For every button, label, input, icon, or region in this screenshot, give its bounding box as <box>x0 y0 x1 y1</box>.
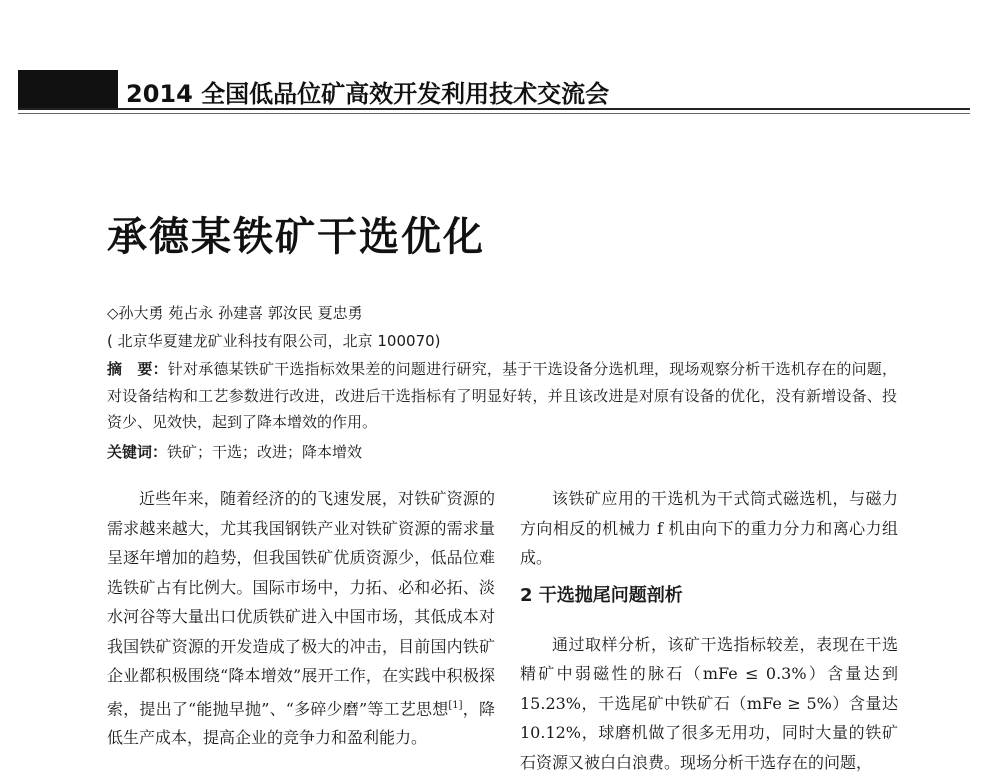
header-rule <box>18 108 970 110</box>
keywords <box>107 441 362 462</box>
intro-text: 近些年来，随着经济的的飞速发展，对铁矿资源的需求越来越大，尤其我国钢铁产业对铁矿资源的需求量呈逐年增加的趋势，但我国铁矿优质资源少，低品位难选铁矿占有比例大。国际市场中，力拓、必和必拓、淡水河谷等大量出口优质铁矿进入中国市场，其低成本对我国铁矿资源的开发造成了极大的冲击，目前国内铁矿企业都积极围绕“降本增效”展开工作，在实践中积极探索，提出了“能抛早抛”、“多碎少磨”等工艺思想 <box>107 489 495 718</box>
paragraph-machine: 该铁矿应用的干选机为干式筒式磁选机，与磁力方向相反的机械力 f 机由向下的重力分力和离心力组成。 <box>520 484 898 573</box>
body-column-right <box>520 484 898 777</box>
keywords-label: 关键词： <box>107 443 167 461</box>
header-black-block <box>18 70 118 108</box>
abstract-label: 摘 要： <box>107 360 168 378</box>
conference-title: 2014 全国低品位矿高效开发利用技术交流会 <box>126 74 609 109</box>
header-rule-thin <box>18 113 970 114</box>
paragraph-introduction <box>107 484 495 753</box>
reference-1: [1] <box>448 700 462 711</box>
affiliation: ( 北京华夏建龙矿业科技有限公司，北京 100070) <box>107 330 441 351</box>
abstract-text: 针对承德某铁矿干选指标效果差的问题进行研究，基于干选设备分选机理，现场观察分析干选机存在的问题，对设备结构和工艺参数进行改进，改进后干选指标有了明显好转，并且该改进是对原有设备的优化，没有新增设备、投资少、见效快，起到了降本增效的作用。 <box>107 360 897 431</box>
intro-text-end: ，降低生产成本，提高企业的竞争力和盈利能力。 <box>107 699 495 748</box>
paragraph-analysis: 通过取样分析，该矿干选指标较差，表现在干选精矿中弱磁性的脉石（mFe ≤ 0.3%）含量达到 15.23%，干选尾矿中铁矿石（mFe ≥ 5%）含量达 10.12%，球磨机做了很多无用功，同时大量的铁矿石资源又被白白浪费。现场分析干选存在的问题， <box>520 630 898 777</box>
abstract <box>107 356 897 436</box>
section-2-heading: 2 干选抛尾问题剖析 <box>520 581 898 611</box>
body-column-left <box>107 484 495 753</box>
authors: ◇孙大勇 苑占永 孙建喜 郭汝民 夏忠勇 <box>107 302 363 323</box>
article-title: 承德某铁矿干选优化 <box>107 205 485 262</box>
keywords-text: 铁矿；干选；改进；降本增效 <box>167 443 362 461</box>
